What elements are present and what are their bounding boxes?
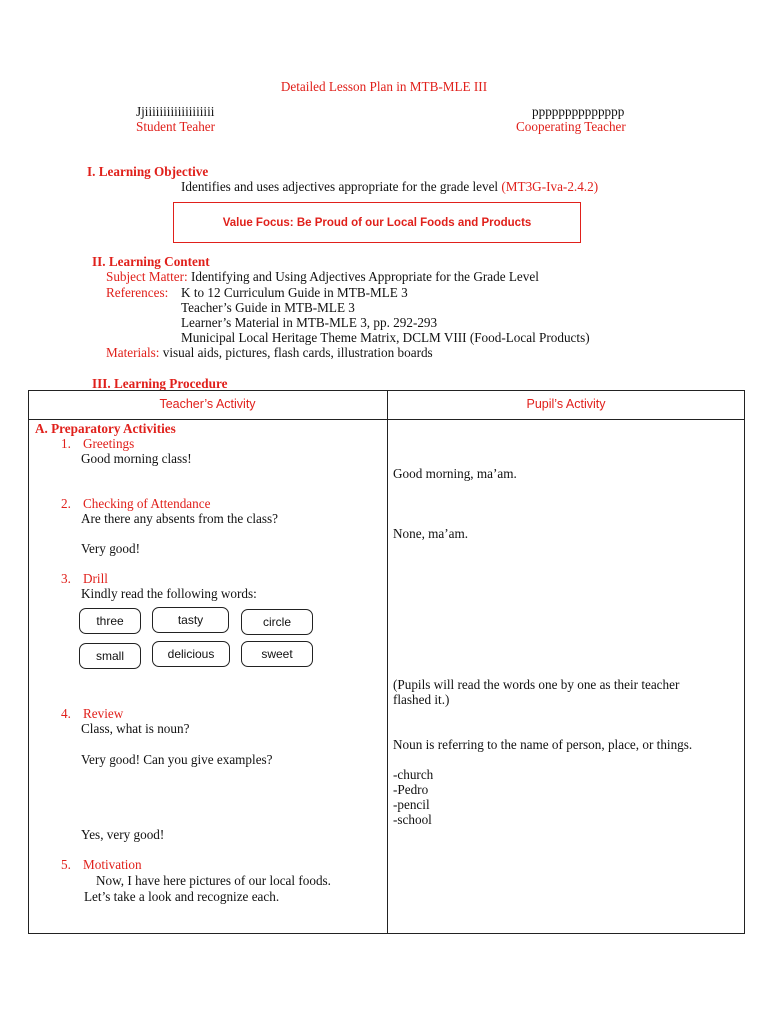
review-teacher-question: Class, what is noun? (81, 721, 190, 736)
cooperating-teacher-label: Cooperating Teacher (516, 119, 626, 134)
teacher-activity-header: Teacher’s Activity (159, 397, 256, 411)
references-label: References: (106, 285, 169, 300)
objective-heading: I. Learning Objective (87, 164, 209, 179)
student-teacher-label: Student Teaher (136, 119, 216, 134)
item-number: 2. (61, 496, 71, 511)
word-card: three (79, 608, 141, 634)
value-focus-box: Value Focus: Be Proud of our Local Foods and Products (173, 202, 581, 243)
cooperating-teacher-name: pppppppppppppp (532, 104, 625, 119)
pupil-activity-header: Pupil’s Activity (526, 397, 606, 411)
attendance-pupil-line: None, ma’am. (393, 526, 469, 541)
attendance-heading: Checking of Attendance (83, 496, 211, 511)
greetings-pupil-line: Good morning, ma’am. (393, 466, 517, 481)
item-number: 5. (61, 857, 71, 872)
word-card: delicious (152, 641, 230, 667)
review-pupil-answer: Noun is referring to the name of person, place, or things. (393, 737, 693, 752)
word-card: tasty (152, 607, 229, 633)
objective-code: (MT3G-Iva-2.4.2) (501, 179, 599, 194)
greetings-heading: Greetings (83, 436, 135, 451)
materials-label: Materials: (106, 345, 160, 360)
drill-pupil-line-2: flashed it.) (393, 692, 450, 707)
review-teacher-examples: Very good! Can you give examples? (81, 752, 273, 767)
reference-item: K to 12 Curriculum Guide in MTB-MLE 3 (181, 285, 408, 300)
item-number: 3. (61, 571, 71, 586)
preparatory-activities-heading: A. Preparatory Activities (35, 421, 176, 436)
subject-matter-label: Subject Matter: (106, 269, 188, 284)
subject-matter (106, 269, 539, 284)
item-number: 1. (61, 436, 71, 451)
reference-item: Teacher’s Guide in MTB-MLE 3 (181, 300, 355, 315)
drill-heading: Drill (83, 571, 108, 586)
content-heading: II. Learning Content (92, 254, 210, 269)
document-title: Detailed Lesson Plan in MTB-MLE III (280, 79, 488, 94)
motivation-heading: Motivation (83, 857, 142, 872)
motivation-teacher-line: Now, I have here pictures of our local foods. (96, 873, 331, 888)
word-card: sweet (241, 641, 313, 667)
example-item: -Pedro (393, 782, 429, 797)
materials-value: visual aids, pictures, flash cards, illustration boards (159, 345, 433, 360)
greetings-teacher-line: Good morning class! (81, 451, 192, 466)
review-teacher-praise: Yes, very good! (81, 827, 165, 842)
item-number: 4. (61, 706, 71, 721)
objective-text (181, 179, 598, 194)
word-card: circle (241, 609, 313, 635)
reference-item: Learner’s Material in MTB-MLE 3, pp. 292-293 (181, 315, 438, 330)
table-column-divider (387, 390, 388, 934)
subject-matter-value: Identifying and Using Adjectives Appropriate for the Grade Level (187, 269, 539, 284)
procedure-heading: III. Learning Procedure (92, 376, 228, 391)
example-item: -pencil (393, 797, 430, 812)
reference-item: Municipal Local Heritage Theme Matrix, DCLM VIII (Food-Local Products) (181, 330, 590, 345)
review-heading: Review (83, 706, 124, 721)
drill-pupil-line: (Pupils will read the words one by one as their teacher (393, 677, 680, 692)
attendance-teacher-praise: Very good! (81, 541, 140, 556)
materials (106, 345, 433, 360)
objective-statement: Identifies and uses adjectives appropriate for the grade level (181, 179, 502, 194)
attendance-teacher-line: Are there any absents from the class? (81, 511, 279, 526)
table-header-divider (28, 419, 745, 420)
student-teacher-name: Jjiiiiiiiiiiiiiiiiiii (136, 104, 215, 119)
word-card: small (79, 643, 141, 669)
drill-teacher-line: Kindly read the following words: (81, 586, 257, 601)
example-item: -school (393, 812, 432, 827)
motivation-teacher-line-2: Let’s take a look and recognize each. (84, 889, 280, 904)
example-item: -church (393, 767, 434, 782)
